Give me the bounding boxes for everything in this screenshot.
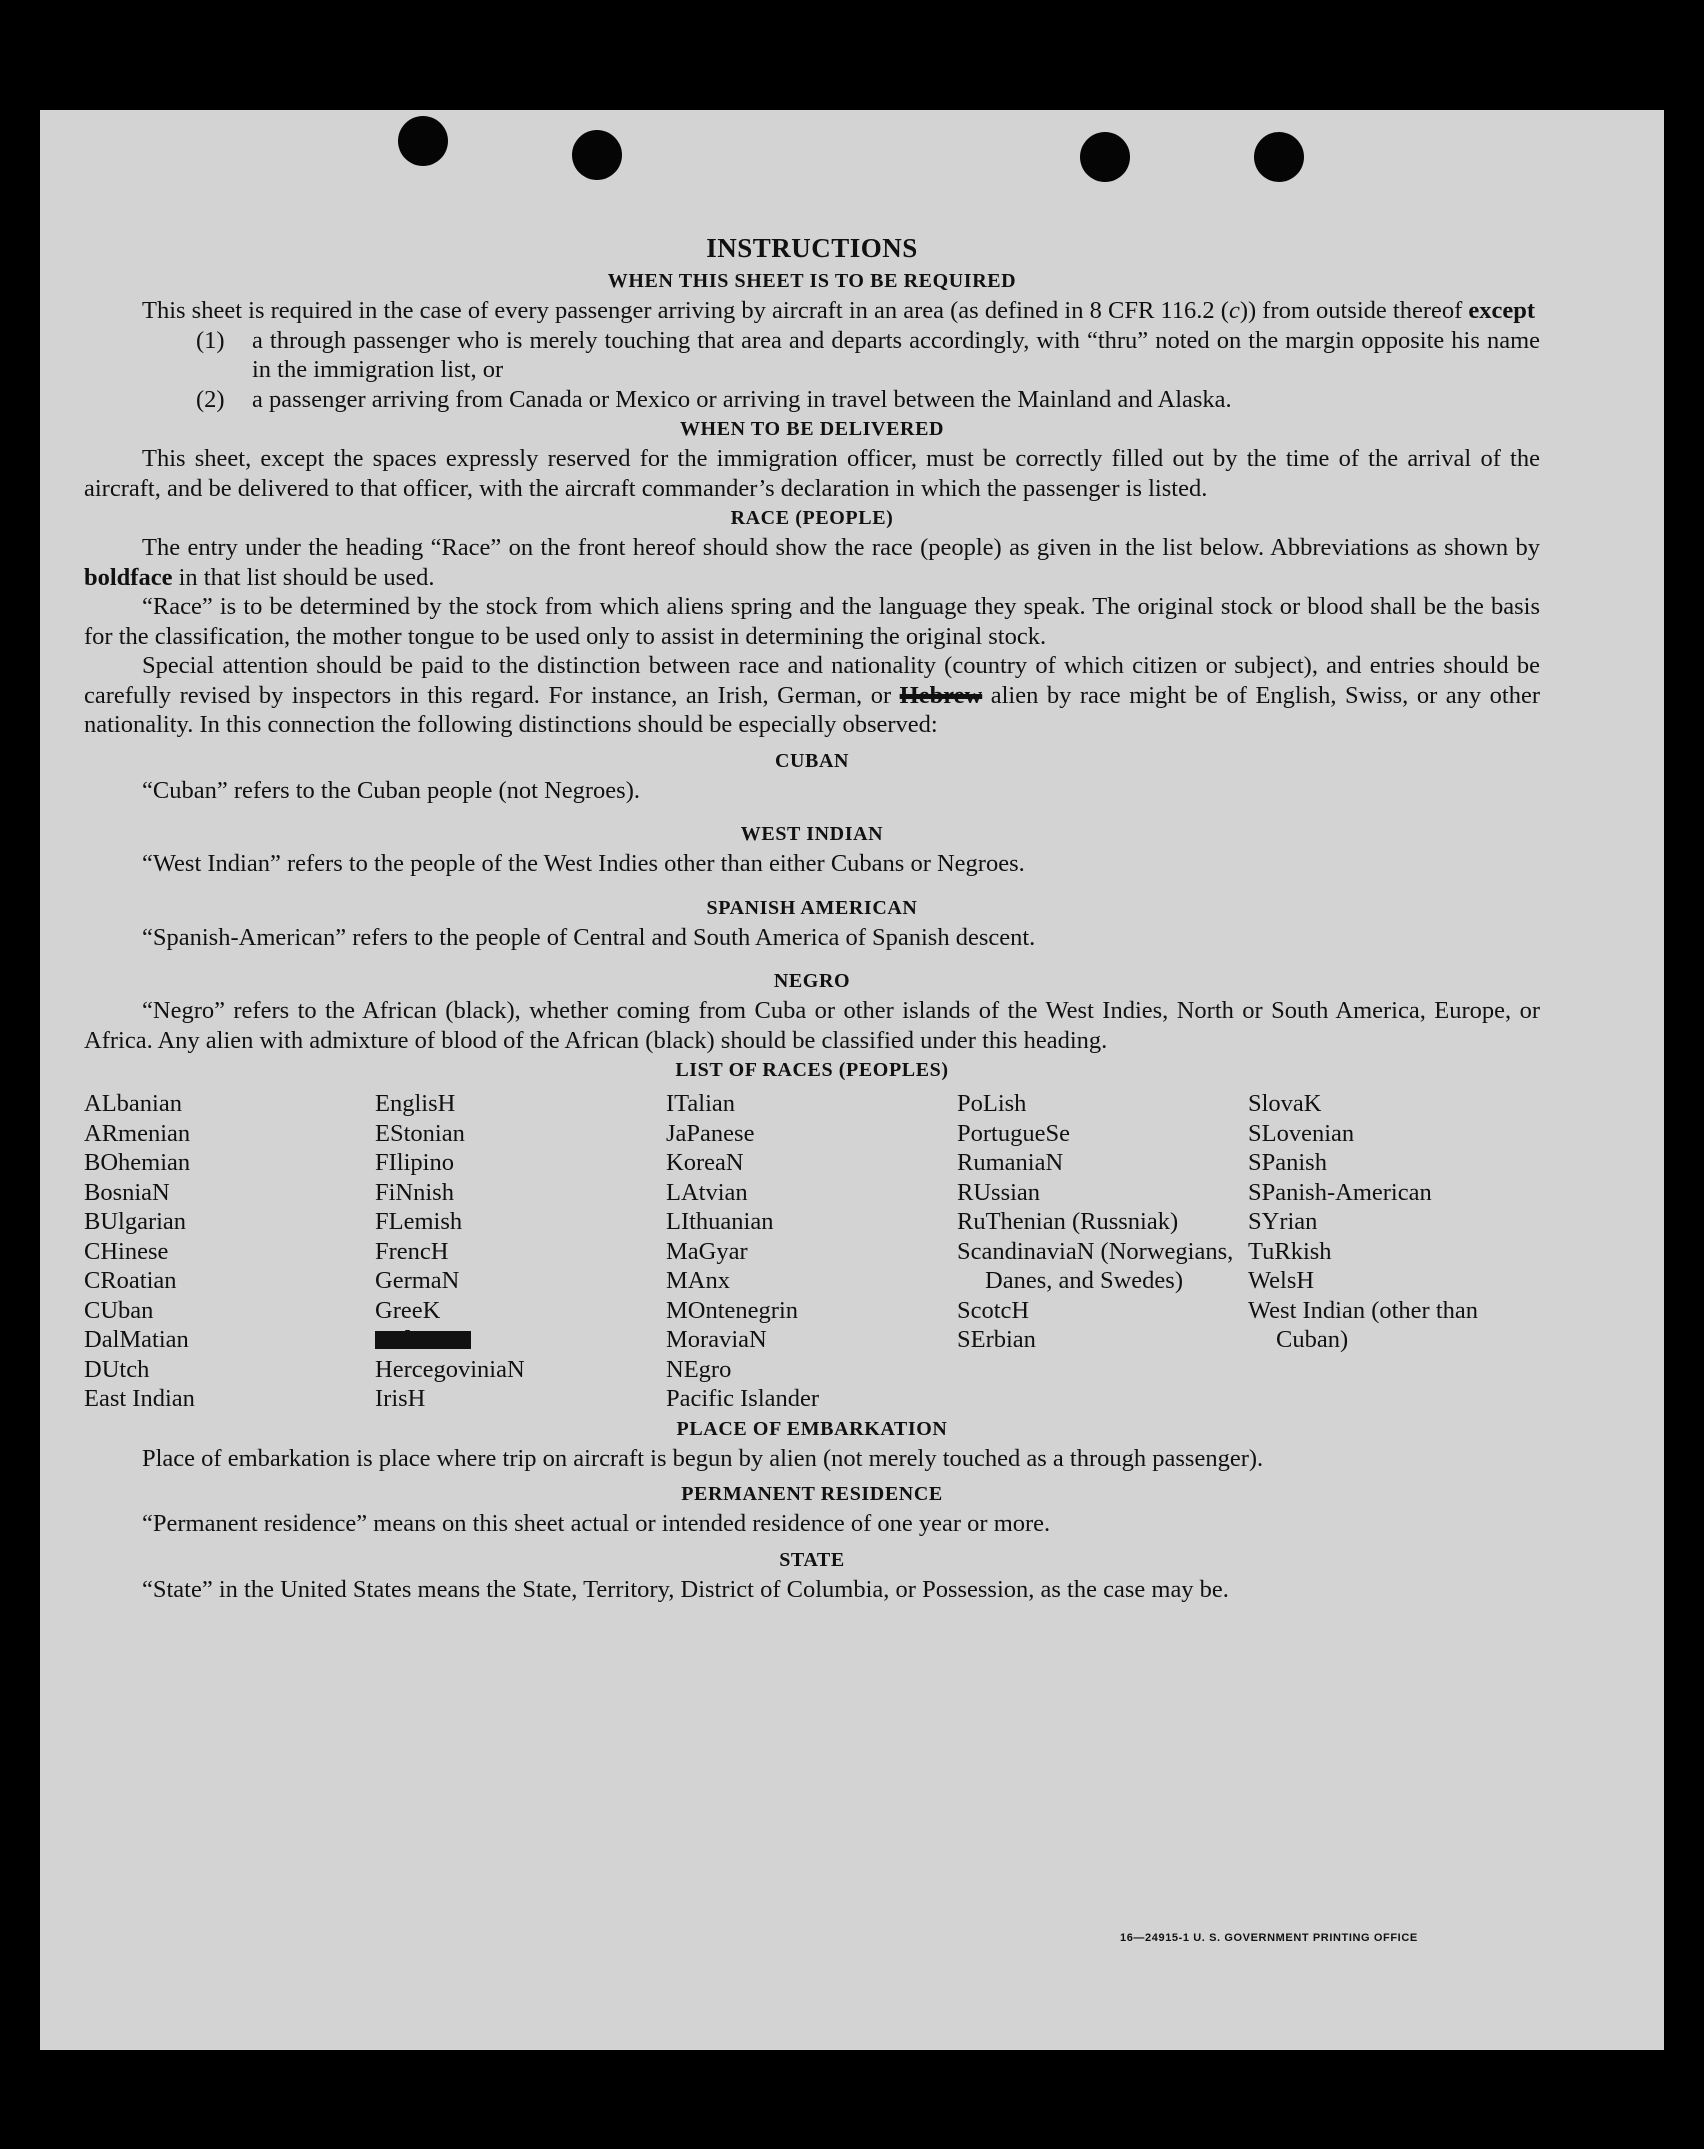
- race-item: GreeK: [375, 1296, 441, 1324]
- race-paragraph-3: Special attention should be paid to the distinction between race and nationality (country of which citizen or subject), and entries should be carefully revised by inspectors in this regard. For instance, an Irish, German, or Hebrew alien by race might be of English, Swiss, or any other nationality. In this connection the following distinctions should be especially observed:: [84, 652, 1540, 738]
- race-paragraph-2: “Race” is to be determined by the stock from which aliens spring and the language they speak. The original stock or blood shall be the basis for the classification, the mother tongue to be used only to assist in determining the original stock.: [84, 593, 1540, 650]
- races-column-3: [666, 1089, 957, 1414]
- race-item: West Indian (other than Cuban): [1248, 1296, 1479, 1353]
- ink-smudge: [375, 1331, 471, 1349]
- race-item: RUssian: [957, 1178, 1041, 1206]
- race-item: SErbian: [957, 1326, 1036, 1353]
- race-item: FrencH: [375, 1237, 449, 1265]
- race-item: KoreaN: [666, 1149, 744, 1176]
- punch-hole: [572, 130, 622, 180]
- races-column-1: [84, 1089, 375, 1414]
- state-text: “State” in the United States means the State, Territory, District of Columbia, or Possession, as the case may be.: [142, 1575, 1229, 1603]
- race-item: FLemish: [375, 1208, 463, 1235]
- race-item: EnglisH: [375, 1090, 456, 1117]
- section-heading-cuban: CUBAN: [774, 749, 850, 772]
- race-item: PortugueSe: [957, 1119, 1070, 1147]
- race-item: East Indian: [84, 1385, 195, 1412]
- race-item: CUban: [84, 1296, 154, 1324]
- race-item: MaGyar: [666, 1237, 748, 1265]
- race-item: IrisH: [375, 1385, 426, 1412]
- race-item: PoLish: [957, 1090, 1027, 1117]
- residence-text: “Permanent residence” means on this sheet actual or intended residence of one year or more.: [142, 1510, 1051, 1537]
- race-paragraph-1: The entry under the heading “Race” on the front hereof should show the race (people) as given in the list below. Abbreviations as shown by boldface in that list should be used.: [84, 534, 1540, 591]
- punch-hole: [1080, 132, 1130, 182]
- race-item: LIthuanian: [666, 1208, 774, 1235]
- race-item: BOhemian: [84, 1149, 191, 1176]
- races-list: [84, 1089, 1540, 1414]
- exception-item-1: (1) a through passenger who is merely touching that area and departs accordingly, with “thru” noted on the margin opposite his name in the immigration list, or: [196, 326, 1540, 383]
- race-item: SlovaK: [1248, 1090, 1322, 1117]
- instruction-sheet: [40, 110, 1664, 2050]
- struck-word: Hebrew: [899, 681, 983, 709]
- race-item: EStonian: [375, 1119, 465, 1147]
- race-item: NEgro: [666, 1355, 732, 1383]
- page-title: INSTRUCTIONS: [706, 233, 918, 263]
- section-heading-race: RACE (PEOPLE): [730, 507, 894, 529]
- required-intro: This sheet is required in the case of every passenger arriving by aircraft in an area (as defined in 8 CFR 116.2 (c)) from outside thereof except: [142, 297, 1536, 324]
- cuban-text: “Cuban” refers to the Cuban people (not Negroes).: [142, 776, 640, 804]
- negro-text: “Negro” refers to the African (black), whether coming from Cuba or other islands of the West Indies, North or South America, Europe, or Africa. Any alien with admixture of blood of the African (black) should be classified under this heading.: [84, 997, 1540, 1054]
- race-item: ITalian: [666, 1090, 736, 1117]
- race-item: ARmenian: [84, 1119, 191, 1147]
- race-item: FIlipino: [375, 1149, 454, 1176]
- race-item: ScandinaviaN (Norwegians, Danes, and Swedes): [957, 1237, 1234, 1294]
- race-item: HercegoviniaN: [375, 1355, 525, 1383]
- race-item: FiNnish: [375, 1178, 454, 1206]
- race-item: SPanish: [1248, 1149, 1327, 1176]
- section-heading-state: STATE: [779, 1548, 845, 1571]
- races-column-2: [375, 1089, 666, 1414]
- punch-hole: [1254, 132, 1304, 182]
- race-item: ScotcH: [957, 1296, 1030, 1324]
- race-item: BosniaN: [84, 1178, 170, 1206]
- document-body: [84, 230, 1540, 1604]
- race-item-struck: [375, 1325, 666, 1355]
- punch-hole: [398, 116, 448, 166]
- delivered-text: This sheet, except the spaces expressly reserved for the immigration officer, must be correctly filled out by the time of the arrival of the aircraft, and be delivered to that officer, with the aircraft commander’s declaration in which the passenger is listed.: [84, 445, 1540, 502]
- race-item: SLovenian: [1248, 1119, 1355, 1147]
- race-item: TuRkish: [1248, 1237, 1332, 1265]
- race-item: BUlgarian: [84, 1208, 187, 1235]
- race-item: SYrian: [1248, 1208, 1318, 1235]
- race-item: MAnx: [666, 1267, 730, 1294]
- section-heading-spanish-american: SPANISH AMERICAN: [706, 896, 918, 919]
- section-heading-embarkation: PLACE OF EMBARKATION: [676, 1417, 948, 1440]
- race-item: CHinese: [84, 1237, 169, 1265]
- race-item: GermaN: [375, 1267, 460, 1294]
- printing-office-imprint: 16—24915-1 U. S. GOVERNMENT PRINTING OFFICE: [1120, 1932, 1418, 1944]
- embarkation-text: Place of embarkation is place where trip on aircraft is begun by alien (not merely touched as a through passenger).: [142, 1444, 1264, 1472]
- section-heading-residence: PERMANENT RESIDENCE: [681, 1483, 943, 1505]
- section-heading-required: WHEN THIS SHEET IS TO BE REQUIRED: [607, 270, 1017, 292]
- race-item: SPanish-American: [1248, 1178, 1432, 1206]
- exception-item-2: (2) a passenger arriving from Canada or Mexico or arriving in travel between the Mainland and Alaska.: [196, 385, 1232, 413]
- race-item: MoraviaN: [666, 1326, 767, 1353]
- race-item: DUtch: [84, 1355, 150, 1383]
- race-item: JaPanese: [666, 1119, 755, 1147]
- race-item: WelsH: [1248, 1267, 1315, 1294]
- race-item: RuThenian (Russniak): [957, 1208, 1179, 1235]
- section-heading-negro: NEGRO: [773, 970, 851, 992]
- race-item: RumaniaN: [957, 1149, 1064, 1176]
- races-column-5: [1248, 1089, 1539, 1414]
- race-item: CRoatian: [84, 1267, 177, 1294]
- race-item: Pacific Islander: [666, 1385, 820, 1412]
- spanish-american-text: “Spanish-American” refers to the people of Central and South America of Spanish descent.: [142, 923, 1036, 951]
- race-item: DalMatian: [84, 1326, 189, 1353]
- race-item: MOntenegrin: [666, 1296, 798, 1324]
- races-column-4: [957, 1089, 1248, 1414]
- section-heading-west-indian: WEST INDIAN: [740, 823, 884, 845]
- list-of-races-heading: LIST OF RACES (PEOPLES): [675, 1059, 949, 1081]
- section-heading-delivered: WHEN TO BE DELIVERED: [679, 418, 945, 440]
- west-indian-text: “West Indian” refers to the people of the West Indies other than either Cubans or Negroes.: [142, 850, 1025, 877]
- race-item: LAtvian: [666, 1178, 748, 1206]
- race-item: ALbanian: [84, 1090, 182, 1117]
